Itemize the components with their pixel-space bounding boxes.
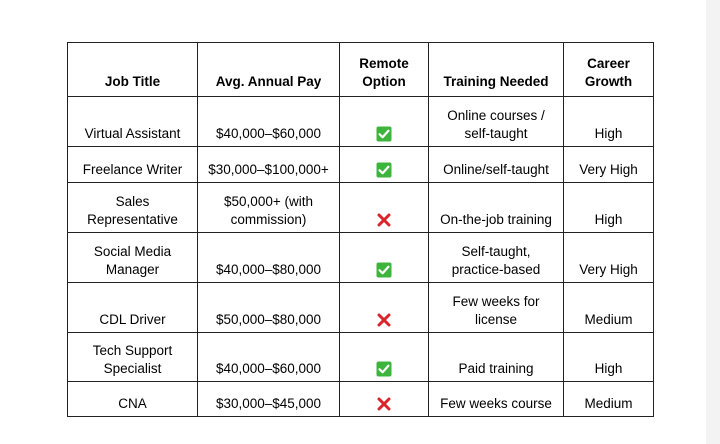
growth-cell: Very High xyxy=(564,147,654,183)
remote-cell xyxy=(340,183,429,233)
training-cell: Few weeks course xyxy=(429,382,564,417)
table-row xyxy=(68,283,654,333)
pay-cell: $30,000–$100,000+ xyxy=(198,147,340,183)
remote-cell xyxy=(340,147,429,183)
check-mark-button-icon xyxy=(376,162,392,178)
table-row xyxy=(68,233,654,283)
cross-mark-icon xyxy=(376,212,392,228)
growth-cell: Medium xyxy=(564,283,654,333)
job-title-cell: Virtual Assistant xyxy=(68,97,198,147)
remote-cell xyxy=(340,333,429,382)
header-career-growth: Career Growth xyxy=(564,43,654,97)
remote-cell xyxy=(340,97,429,147)
table-row xyxy=(68,147,654,183)
header-training-needed: Training Needed xyxy=(429,43,564,97)
table-row xyxy=(68,333,654,382)
pay-cell: $50,000+ (with commission) xyxy=(198,183,340,233)
table-row xyxy=(68,97,654,147)
pay-cell: $40,000–$60,000 xyxy=(198,333,340,382)
training-cell: Self-taught, practice-based xyxy=(429,233,564,283)
cross-mark-icon xyxy=(376,312,392,328)
pay-cell: $40,000–$80,000 xyxy=(198,233,340,283)
jobs-comparison-table xyxy=(67,42,654,417)
cross-mark-icon xyxy=(376,396,392,412)
page-edge-shade xyxy=(706,0,720,444)
job-title-cell: Sales Representative xyxy=(68,183,198,233)
remote-cell xyxy=(340,233,429,283)
training-cell: Few weeks for license xyxy=(429,283,564,333)
growth-cell: Medium xyxy=(564,382,654,417)
table-row xyxy=(68,183,654,233)
header-job-title: Job Title xyxy=(68,43,198,97)
job-title-cell: Tech Support Specialist xyxy=(68,333,198,382)
training-cell: Online/self-taught xyxy=(429,147,564,183)
table-header-row xyxy=(68,43,654,97)
job-title-cell: CNA xyxy=(68,382,198,417)
job-title-cell: Freelance Writer xyxy=(68,147,198,183)
training-cell: Online courses / self-taught xyxy=(429,97,564,147)
job-title-cell: CDL Driver xyxy=(68,283,198,333)
growth-cell: High xyxy=(564,333,654,382)
growth-cell: High xyxy=(564,97,654,147)
check-mark-button-icon xyxy=(376,126,392,142)
remote-cell xyxy=(340,382,429,417)
header-remote-option: Remote Option xyxy=(340,43,429,97)
pay-cell: $30,000–$45,000 xyxy=(198,382,340,417)
table-row xyxy=(68,382,654,417)
growth-cell: Very High xyxy=(564,233,654,283)
pay-cell: $50,000–$80,000 xyxy=(198,283,340,333)
pay-cell: $40,000–$60,000 xyxy=(198,97,340,147)
growth-cell: High xyxy=(564,183,654,233)
remote-cell xyxy=(340,283,429,333)
training-cell: Paid training xyxy=(429,333,564,382)
header-avg-annual-pay: Avg. Annual Pay xyxy=(198,43,340,97)
training-cell: On-the-job training xyxy=(429,183,564,233)
check-mark-button-icon xyxy=(376,262,392,278)
check-mark-button-icon xyxy=(376,361,392,377)
job-title-cell: Social Media Manager xyxy=(68,233,198,283)
